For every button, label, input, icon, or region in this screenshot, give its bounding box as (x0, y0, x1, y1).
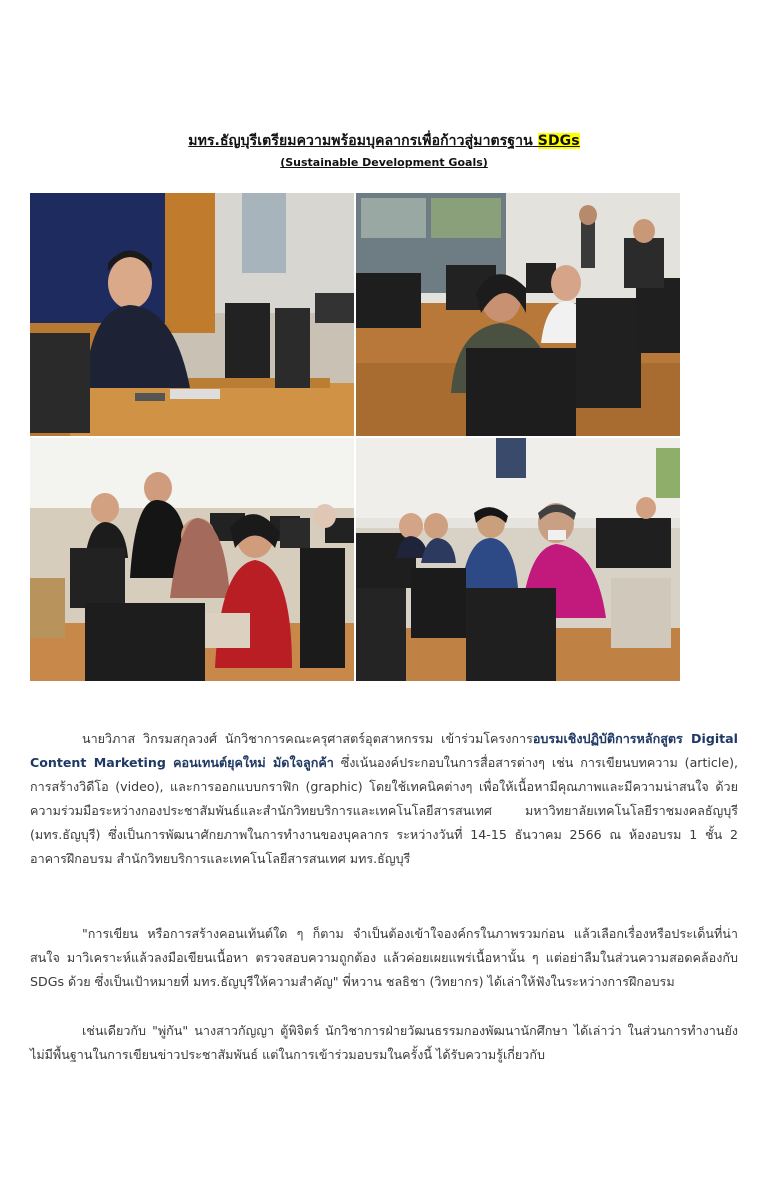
paragraph-1 (30, 727, 738, 871)
title-main-text: มทร.ธัญบุรีเตรียมความพร้อมบุคลากรเพื่อก้าวสู่มาตรฐาน (188, 133, 533, 149)
course-name-highlight: อบรมเชิงปฏิบัติการหลักสูตร Digital Content Marketing คอนเทนต์ยุคใหม่ มัดใจลูกค้า (30, 731, 738, 770)
paragraph-1-body: ซึ่งเน้นองค์ประกอบในการสื่อสารต่างๆ เช่น การเขียนบทความ (article), การสร้างวิดีโอ (video), และการออกแบบกราฟิก (graphic) โดยใช้เทคนิคต่างๆ เพื่อให้เนื้อหามีคุณภาพและมีความน่าสนใจ ด้วยความร่วมมือระหว่างกองประชาสัมพันธ์และสำนักวิทยบริการและเทคโนโลยีสารสนเทศ มหาวิทยาลัยเทคโนโลยีราชมงคลธัญบุรี (มทร.ธัญบุรี) ซึ่งเป็นการพัฒนาศักยภาพในการทำงานของบุคลากร ระหว่างวันที่ 14-15 ธันวาคม 2566 ณ ห้องอบรม 1 ชั้น 2 อาคารฝึกอบรม สำนักวิทยบริการและเทคโนโลยีสารสนเทศ มทร.ธัญบุรี (30, 755, 738, 866)
photo-computer-lab-trainer (30, 438, 354, 681)
photo-participant-at-computer (356, 193, 680, 436)
photo-participants-working (356, 438, 680, 681)
photo-collage (30, 193, 680, 681)
paragraph-1-intro: นายวิภาส วิกรมสกุลวงศ์ นักวิชาการคณะครุศาสตร์อุตสาหกรรม เข้าร่วมโครงการ (82, 731, 533, 746)
paragraph-2-quote (30, 922, 738, 994)
page-subtitle: (Sustainable Development Goals) (280, 156, 488, 169)
paragraph-3 (30, 1019, 738, 1067)
page-title (0, 130, 768, 152)
photo-speaker-at-desk (30, 193, 354, 436)
paragraph-2-text: "การเขียน หรือการสร้างคอนเท้นต์ใด ๆ ก็ตาม จำเป็นต้องเข้าใจองค์กรในภาพรวมก่อน แล้วเลือกเรื่องหรือประเด็นที่น่าสนใจ มาวิเคราะห์แล้วลงมือเขียนเนื้อหา ตรวจสอบความถูกต้อง แล้วค่อยเผยแพร่เนื้อหานั้น ๆ แต่อย่าลืมในส่วนความสอดคล้องกับ SDGs ด้วย ซึ่งเป็นเป้าหมายที่ มทร.ธัญบุรีให้ความสำคัญ" พี่หวาน ชลธิชา (วิทยากร) ได้เล่าให้ฟังในระหว่างการฝึกอบรม (30, 926, 738, 989)
paragraph-3-text: เช่นเดียวกับ "พู่กัน" นางสาวกัญญา ตู้พิจิตร์ นักวิชาการฝ่ายวัฒนธรรมกองพัฒนานักศึกษา ได้เล่าว่า ในส่วนการทำงานยังไม่มีพื้นฐานในการเขียนข่าวประชาสัมพันธ์ แต่ในการเข้าร่วมอบรมในครั้งนี้ ได้รับความรู้เกี่ยวกับ (30, 1023, 738, 1062)
title-highlight-sdgs: SDGs (537, 133, 580, 149)
